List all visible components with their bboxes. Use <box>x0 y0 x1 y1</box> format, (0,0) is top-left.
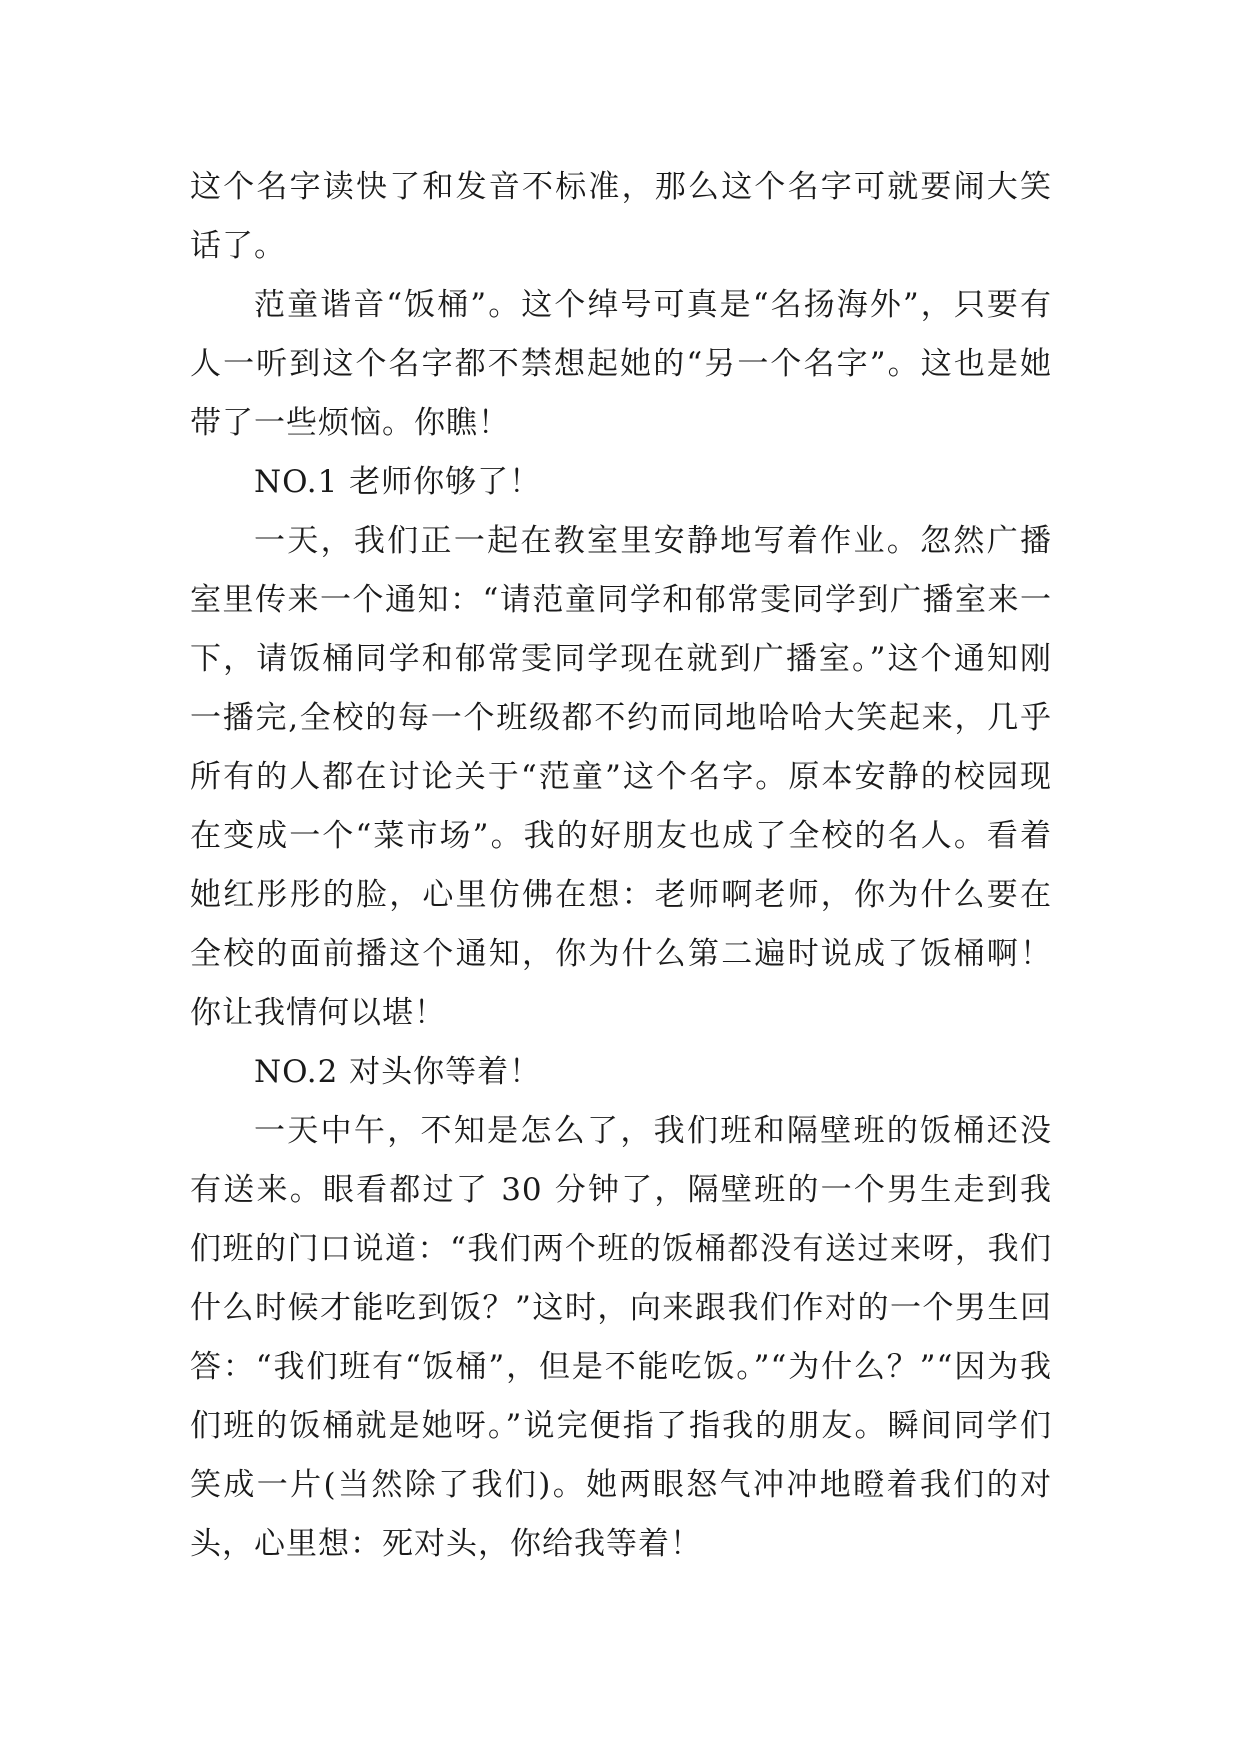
paragraph-4: 一天中午，不知是怎么了，我们班和隔壁班的饭桶还没有送来。眼看都过了 30 分钟了，隔壁班的一个男生走到我们班的门口说道：“我们两个班的饭桶都没有送过来呀，我们什么时候才能吃到饭？”这时，向来跟我们作对的一个男生回答：“我们班有“饭桶”，但是不能吃饭。”“为什么？”“因为我们班的饭桶就是她呀。”说完便指了指我的朋友。瞬间同学们笑成一片(当然除了我们)。她两眼怒气冲冲地瞪着我们的对头，心里想：死对头，你给我等着！ <box>190 1113 1052 1562</box>
paragraph-3: 一天，我们正一起在教室里安静地写着作业。忽然广播室里传来一个通知：“请范童同学和郁常雯同学到广播室来一下，请饭桶同学和郁常雯同学现在就到广播室。”这个通知刚一播完,全校的每一个班级都不约而同地哈哈大笑起来，几乎所有的人都在讨论关于“范童”这个名字。原本安静的校园现在变成一个“菜市场”。我的好朋友也成了全校的名人。看着她红彤彤的脸，心里仿佛在想：老师啊老师，你为什么要在全校的面前播这个通知，你为什么第二遍时说成了饭桶啊！你让我情何以堪！ <box>190 523 1052 1031</box>
paragraph-2: 范童谐音“饭桶”。这个绰号可真是“名扬海外”，只要有人一听到这个名字都不禁想起她的“另一个名字”。这也是她带了一些烦恼。你瞧！ <box>190 287 1052 441</box>
paragraph-1: 这个名字读快了和发音不标准，那么这个名字可就要闹大笑话了。 <box>190 169 1052 264</box>
section-heading-2: NO.2 对头你等着！ <box>254 1054 542 1090</box>
section-heading-1: NO.1 老师你够了！ <box>254 464 542 500</box>
document-body <box>190 158 1052 1574</box>
